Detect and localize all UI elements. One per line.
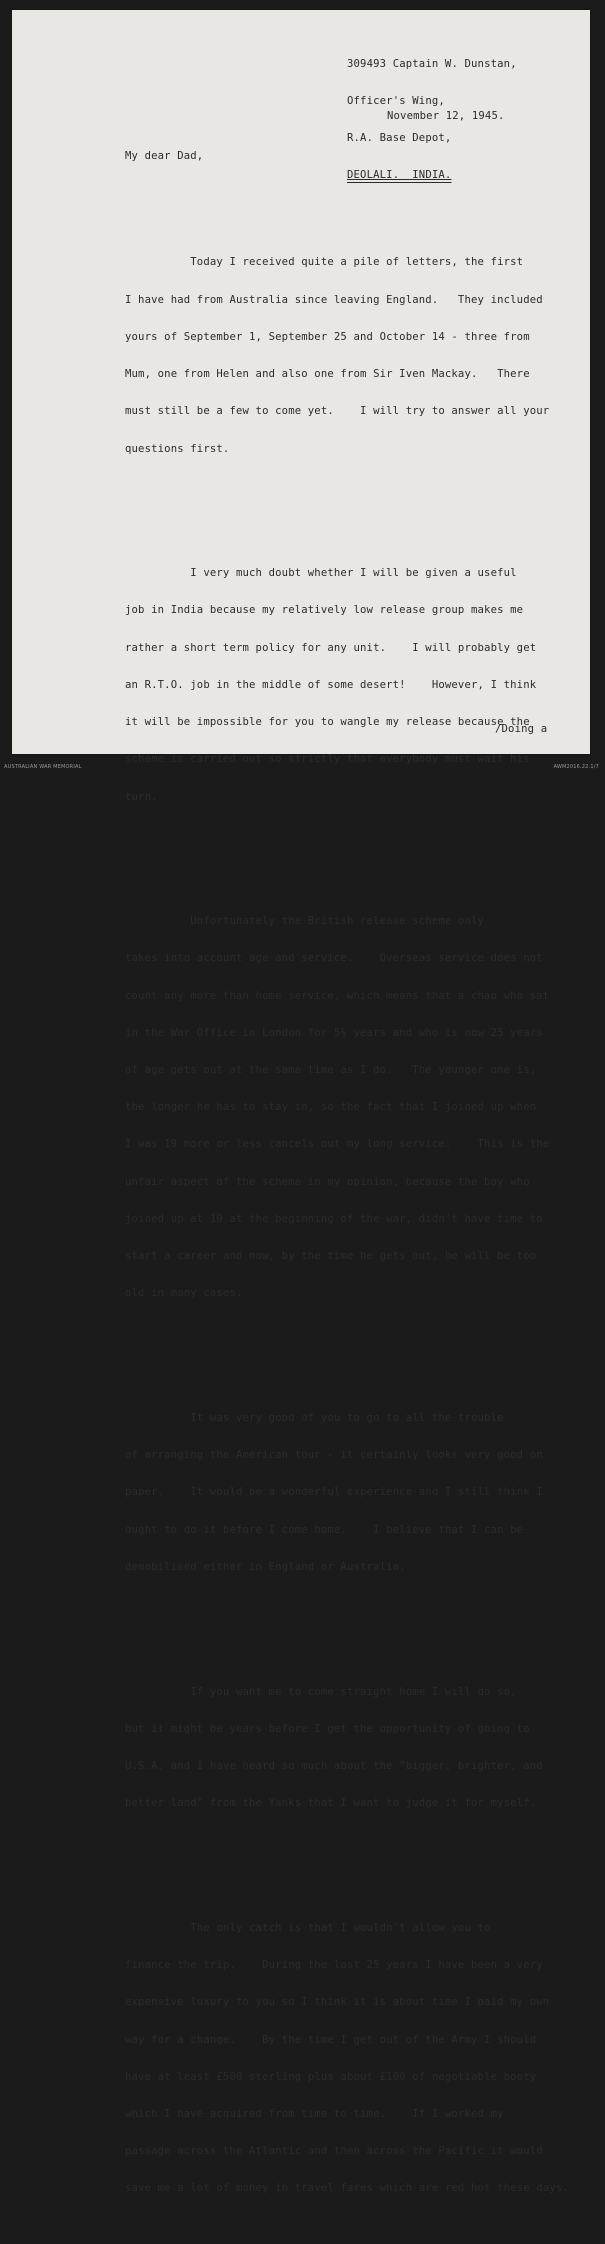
letter-date: November 12, 1945. (387, 110, 505, 122)
continuation-note: /Doing a (495, 723, 548, 735)
footer-reference: AWM2016.22.1/7 (553, 764, 599, 770)
paragraph (125, 1897, 569, 2220)
text-line: save me a lot of money in travel fares which are red hot these days. (125, 2182, 569, 2195)
paragraph (125, 1387, 569, 1598)
spacer (125, 194, 569, 207)
text-line: takes into account age and service. Overseas service does not (125, 952, 543, 965)
footer-credit: AUSTRALIAN WAR MEMORIAL (4, 764, 82, 770)
text-line: in the War Office in London for 5½ years and who is now 25 years (125, 1026, 543, 1039)
text-line: start a career and now, by the time he gets out, he will be too (125, 1250, 537, 1263)
letter-body (125, 169, 569, 2244)
text-line: I was 19 more or less cancels out my long service. This is the (125, 1138, 550, 1151)
text-line: I very much doubt whether I will be given a useful (125, 567, 517, 580)
text-line: Today I received quite a pile of letters, the first (125, 256, 524, 269)
text-line: It was very good of you to go to all the trouble (125, 1412, 504, 1424)
paragraph (125, 890, 569, 1324)
text-line: scheme is carried out so strictly that everybody must wait his (125, 753, 530, 766)
text-line: passage across the Atlantic and then across the Pacific it would (125, 2145, 543, 2158)
address-line: DEOLALI. INDIA. (347, 169, 452, 182)
paragraph (125, 1661, 569, 1835)
address-line: R.A. Base Depot, (347, 132, 452, 145)
spacer (125, 853, 569, 866)
spacer (125, 1623, 569, 1636)
text-line: old in many cases. (125, 1287, 243, 1300)
text-line: unfair aspect of the scheme in my opinion, because the boy who (125, 1175, 530, 1188)
text-line: expensive luxury to you so I think it is about time I paid my own (125, 1996, 550, 2009)
text-line: have at least £500 sterling plus about £100 of negotiable booty (125, 2070, 537, 2083)
text-line: it will be impossible for you to wangle my release because the (125, 716, 530, 729)
text-line: but it might be years before I get the opportunity of going to (125, 1722, 530, 1735)
text-line: count any more than home service, which means that a chap who sat (125, 989, 550, 1002)
text-line: the longer he has to stay in, so the fact that I joined up when (125, 1101, 537, 1114)
salutation: My dear Dad, (125, 150, 204, 162)
text-line: demobilised either in England or Australia. (125, 1560, 406, 1573)
text-line: finance the trip. During the last 25 years I have been a very (125, 1959, 543, 1972)
text-line: way for a change. By the time I get out of the Army I should (125, 2033, 537, 2046)
text-line: which I have acquired from time to time. If I worked my (125, 2107, 504, 2120)
text-line: rather a short term policy for any unit. I will probably get (125, 641, 537, 654)
text-line: of arranging the American tour - it certainly looks very good on (125, 1449, 543, 1462)
text-line: job in India because my relatively low release group makes me (125, 604, 524, 617)
text-line: The only catch is that I wouldn't allow you to (125, 1921, 491, 1934)
spacer (125, 505, 569, 518)
text-line: yours of September 1, September 25 and October 14 - three from (125, 330, 530, 343)
text-line: U.S.A. and I have heard so much about the "bigger, brighter, and (125, 1759, 543, 1772)
paragraph (125, 232, 569, 480)
text-line: an R.T.O. job in the middle of some desert! However, I think (125, 678, 537, 691)
address-line: 309493 Captain W. Dunstan, (347, 57, 517, 70)
spacer (125, 1349, 569, 1362)
text-line: paper. It would be a wonderful experience and I still think I (125, 1486, 543, 1499)
text-line: better land" from the Yanks that I want to judge it for myself. (125, 1797, 537, 1810)
spacer (125, 1859, 569, 1872)
text-line: joined up at 19 at the beginning of the war, didn't have time to (125, 1212, 543, 1225)
text-line: I have had from Australia since leaving England. They included (125, 293, 543, 306)
text-line: If you want me to come straight home I will do so, (125, 1685, 517, 1698)
address-line: Officer's Wing, (347, 95, 445, 108)
text-line: of age gets out at the same time as I do. The younger one is, (125, 1064, 537, 1077)
text-line: Unfortunately the British release scheme only (125, 915, 485, 928)
paragraph (125, 542, 569, 827)
text-line: must still be a few to come yet. I will try to answer all your (125, 405, 550, 418)
text-line: questions first. (125, 442, 230, 455)
text-line: ought to do it before I come home. I believe that I can be (125, 1523, 524, 1536)
text-line: Mum, one from Helen and also one from Sir Iven Mackay. There (125, 368, 530, 381)
text-line: turn. (125, 790, 158, 803)
